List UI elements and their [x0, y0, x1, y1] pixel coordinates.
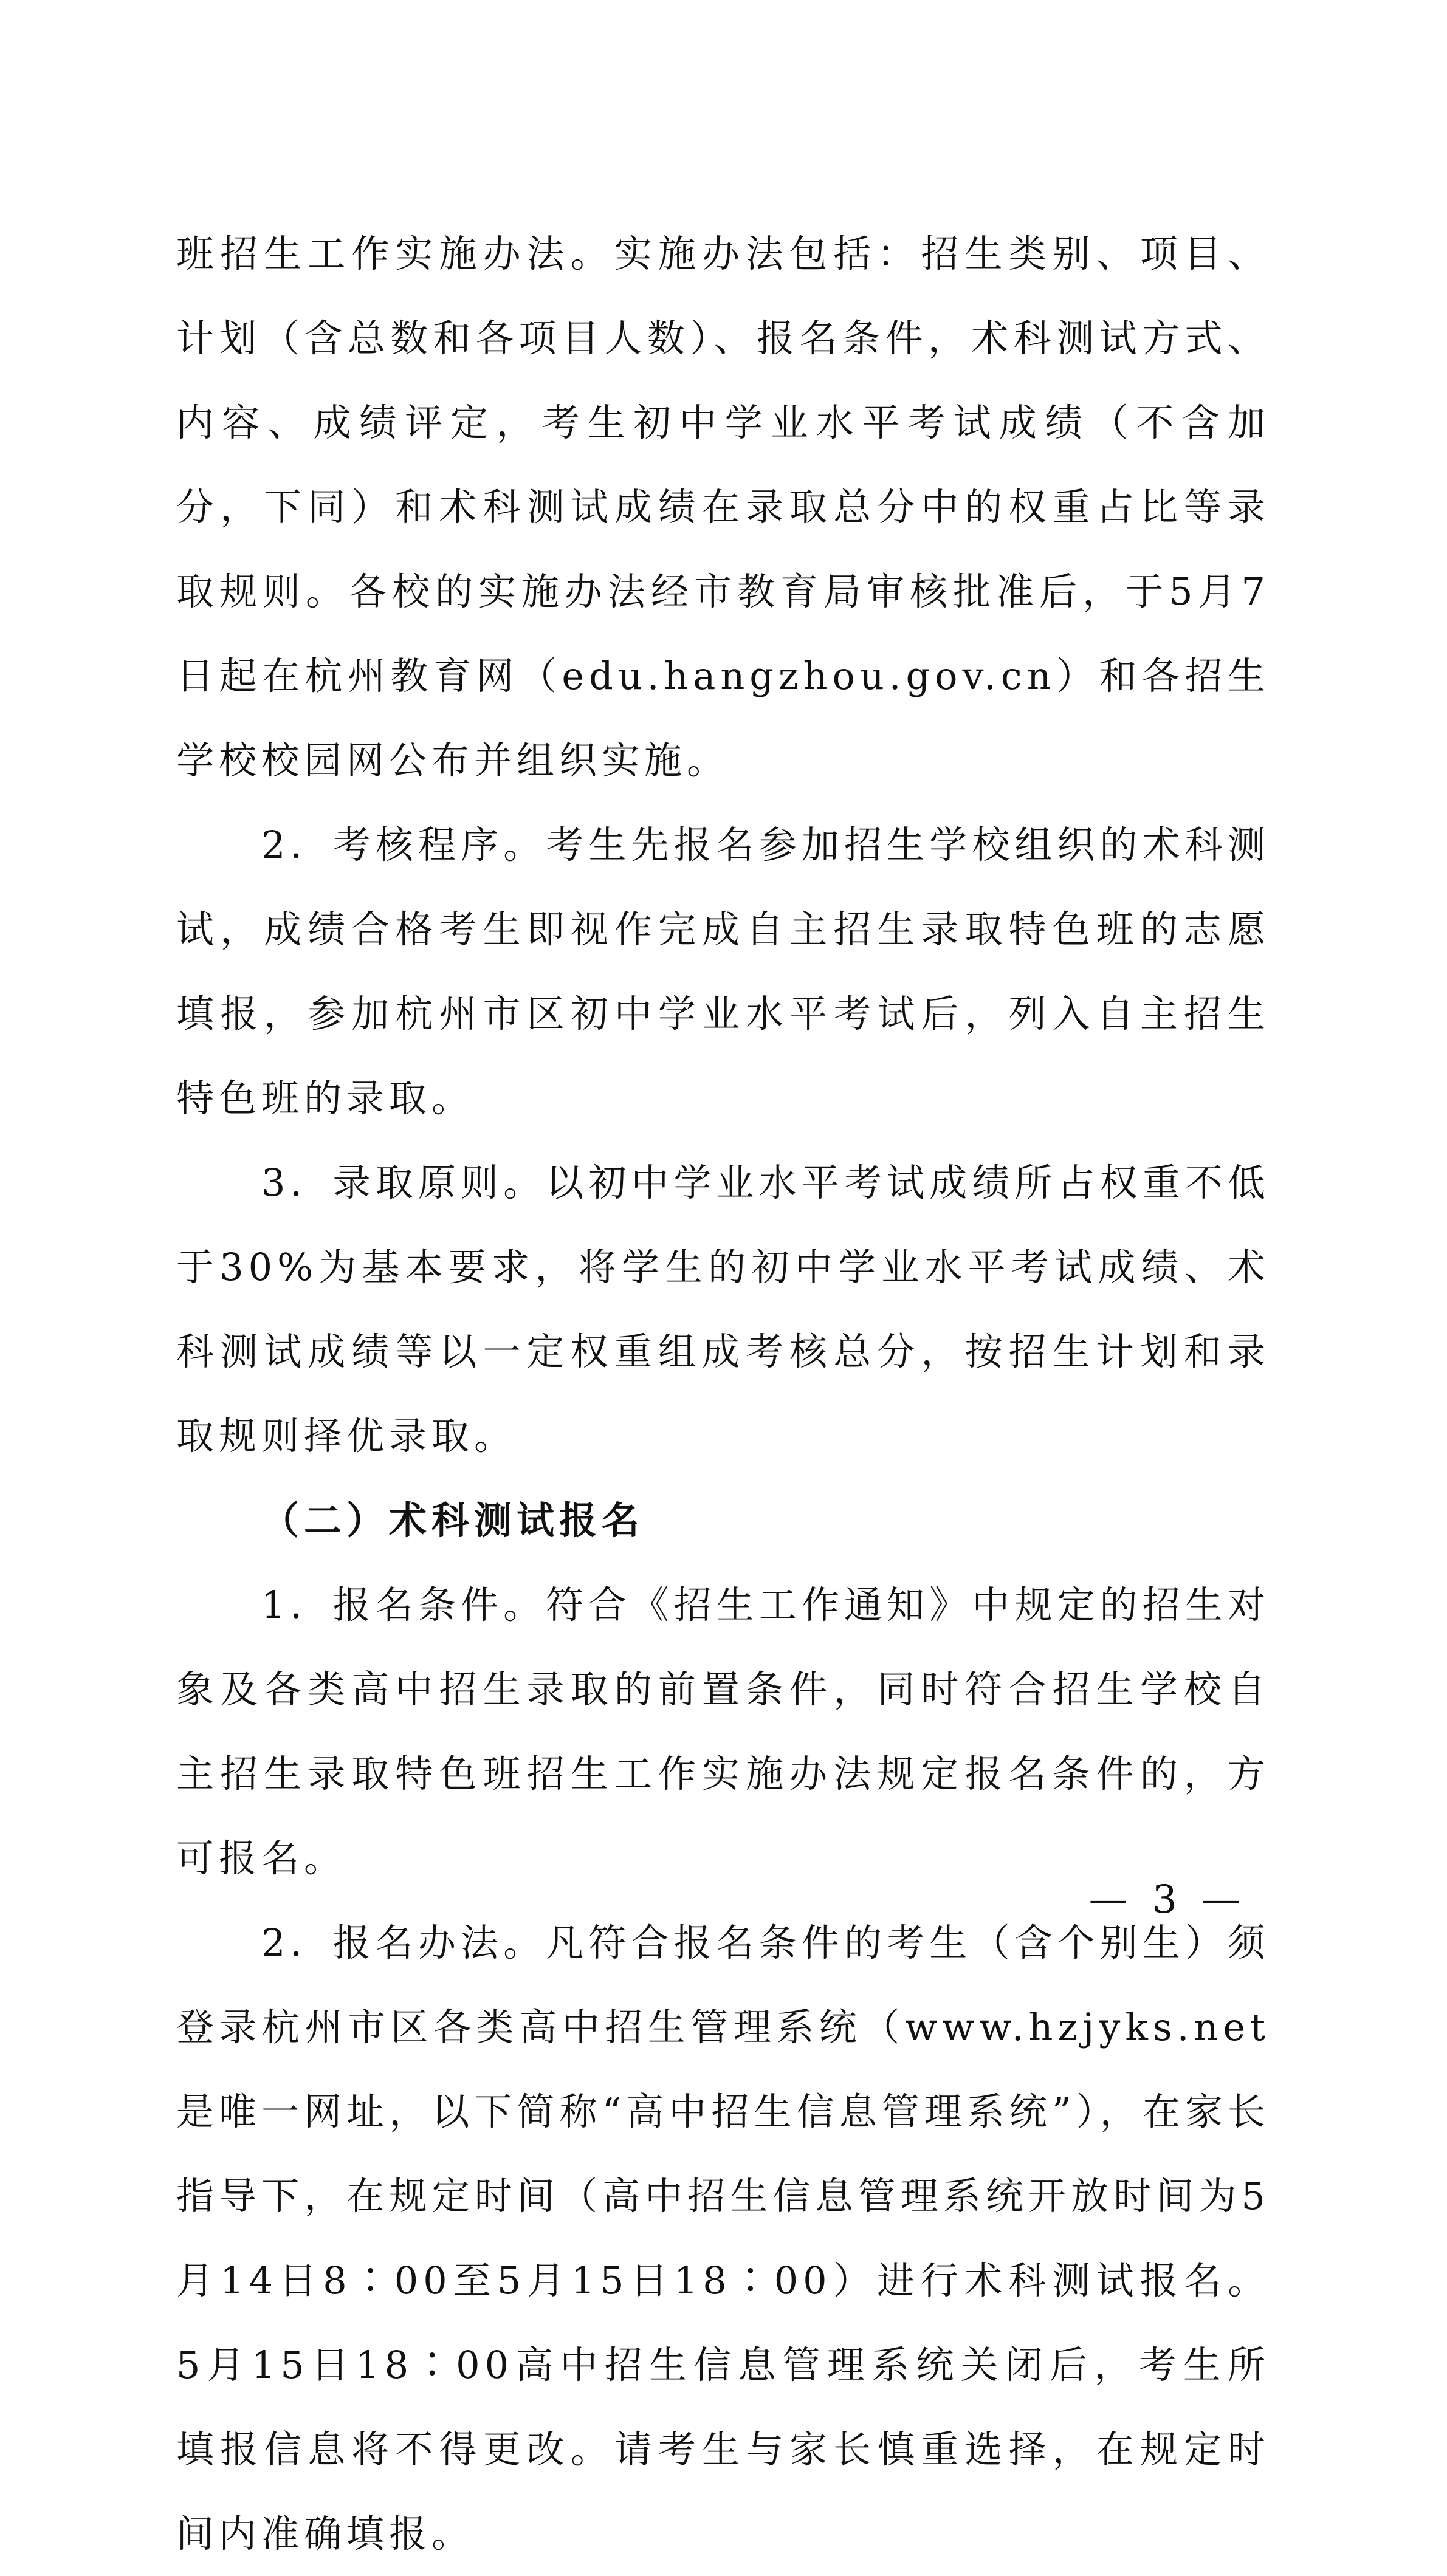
paragraph-admission-principle: 3．录取原则。以初中学业水平考试成绩所占权重不低于30%为基本要求，将学生的初中学业水平考试成绩、术科测试成绩等以一定权重组成考核总分，按招生计划和录取规则择优录取。: [176, 1160, 1270, 1458]
page-number: — 3 —: [1088, 1877, 1246, 1922]
document-body: [176, 211, 1270, 2576]
paragraph-continuation: 班招生工作实施办法。实施办法包括：招生类别、项目、计划（含总数和各项目人数）、报名条件，术科测试方式、内容、成绩评定，考生初中学业水平考试成绩（不含加分，下同）和术科测试成绩在录取总分中的权重占比等录取规则。各校的实施办法经市教育局审核批准后，于5月7日起在杭州教育网（edu.hangzhou.gov.cn）和各招生学校校园网公布并组织实施。: [176, 231, 1270, 783]
section-heading-registration: （二）术科测试报名: [261, 1498, 645, 1543]
paragraph-registration-method: 2．报名办法。凡符合报名条件的考生（含个别生）须登录杭州市区各类高中招生管理系统（www.hzjyks.net是唯一网址，以下简称“高中招生信息管理系统”），在家长指导下，在规定时间（高中招生信息管理系统开放时间为5月14日8∶00至5月15日18∶00）进行术科测试报名。5月15日18∶00高中招生信息管理系统关闭后，考生所填报信息将不得更改。请考生与家长慎重选择，在规定时间内准确填报。: [176, 1920, 1270, 2556]
paragraph-registration-conditions: 1．报名条件。符合《招生工作通知》中规定的招生对象及各类高中招生录取的前置条件，同时符合招生学校自主招生录取特色班招生工作实施办法规定报名条件的，方可报名。: [176, 1583, 1270, 1880]
paragraph-assessment-procedure: 2．考核程序。考生先报名参加招生学校组织的术科测试，成绩合格考生即视作完成自主招生录取特色班的志愿填报，参加杭州市区初中学业水平考试后，列入自主招生特色班的录取。: [176, 823, 1270, 1120]
